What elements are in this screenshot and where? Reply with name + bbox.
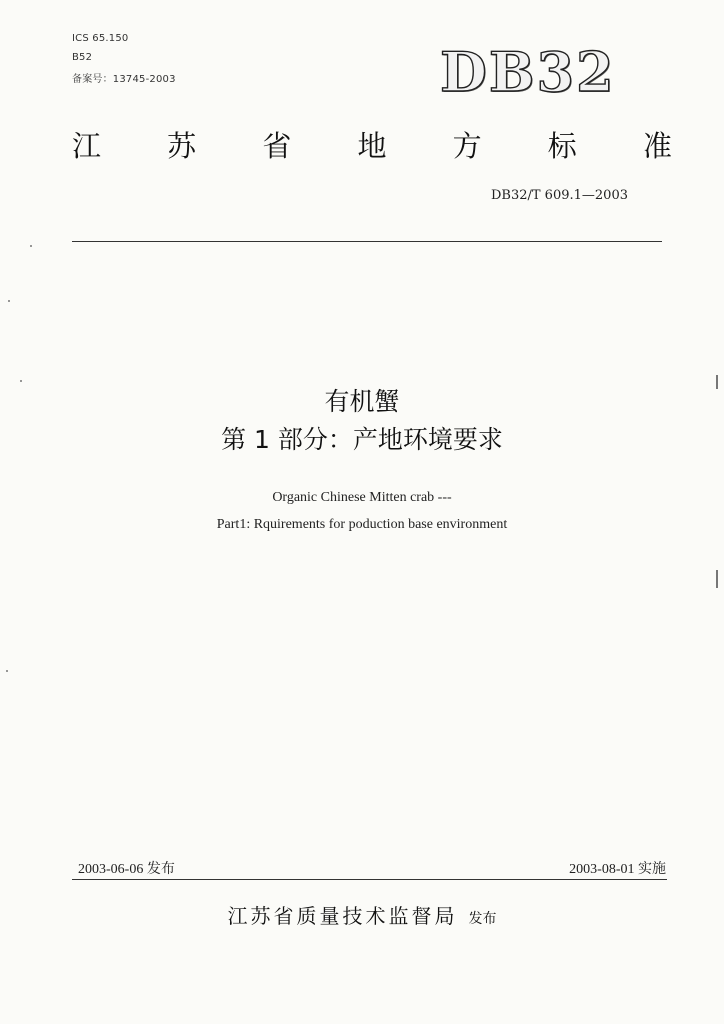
document-subtitle-cn: 第 1 部分：产地环境要求 — [221, 425, 503, 454]
title-char: 地 — [357, 129, 387, 163]
scan-speck — [716, 570, 718, 588]
scan-speck — [20, 380, 22, 382]
classification-code: B52 — [72, 52, 93, 63]
scan-speck — [8, 300, 10, 302]
standard-code-logo: DB32 — [440, 40, 616, 104]
title-char: 苏 — [167, 129, 197, 163]
title-char: 江 — [72, 129, 102, 163]
document-title-en: Organic Chinese Mitten crab --- — [272, 490, 452, 505]
document-title-cn: 有机蟹 — [324, 387, 400, 416]
issuer-verb: 发布 — [468, 911, 497, 927]
title-char: 省 — [262, 129, 292, 163]
scan-speck — [716, 375, 718, 389]
standard-type-title — [72, 124, 672, 165]
title-char: 标 — [547, 129, 577, 163]
title-char: 方 — [452, 129, 482, 163]
scan-speck — [6, 670, 8, 672]
filing-number: 备案号：13745-2003 — [72, 74, 176, 85]
ics-code: ICS 65.150 — [72, 33, 129, 44]
effective-date: 2003-08-01 实施 — [569, 862, 666, 877]
scan-speck — [30, 245, 32, 247]
date-row — [78, 858, 666, 878]
header-divider — [72, 241, 662, 242]
document-subtitle-en: Part1: Rquirements for poduction base environment — [216, 517, 508, 532]
issuer-name: 江苏省质量技术监督局 — [227, 904, 458, 928]
title-char: 准 — [642, 129, 672, 163]
issuing-authority — [0, 900, 724, 929]
standard-number: DB32/T 609.1—2003 — [490, 188, 628, 203]
footer-divider — [72, 879, 667, 880]
publish-date: 2003-06-06 发布 — [78, 862, 175, 877]
